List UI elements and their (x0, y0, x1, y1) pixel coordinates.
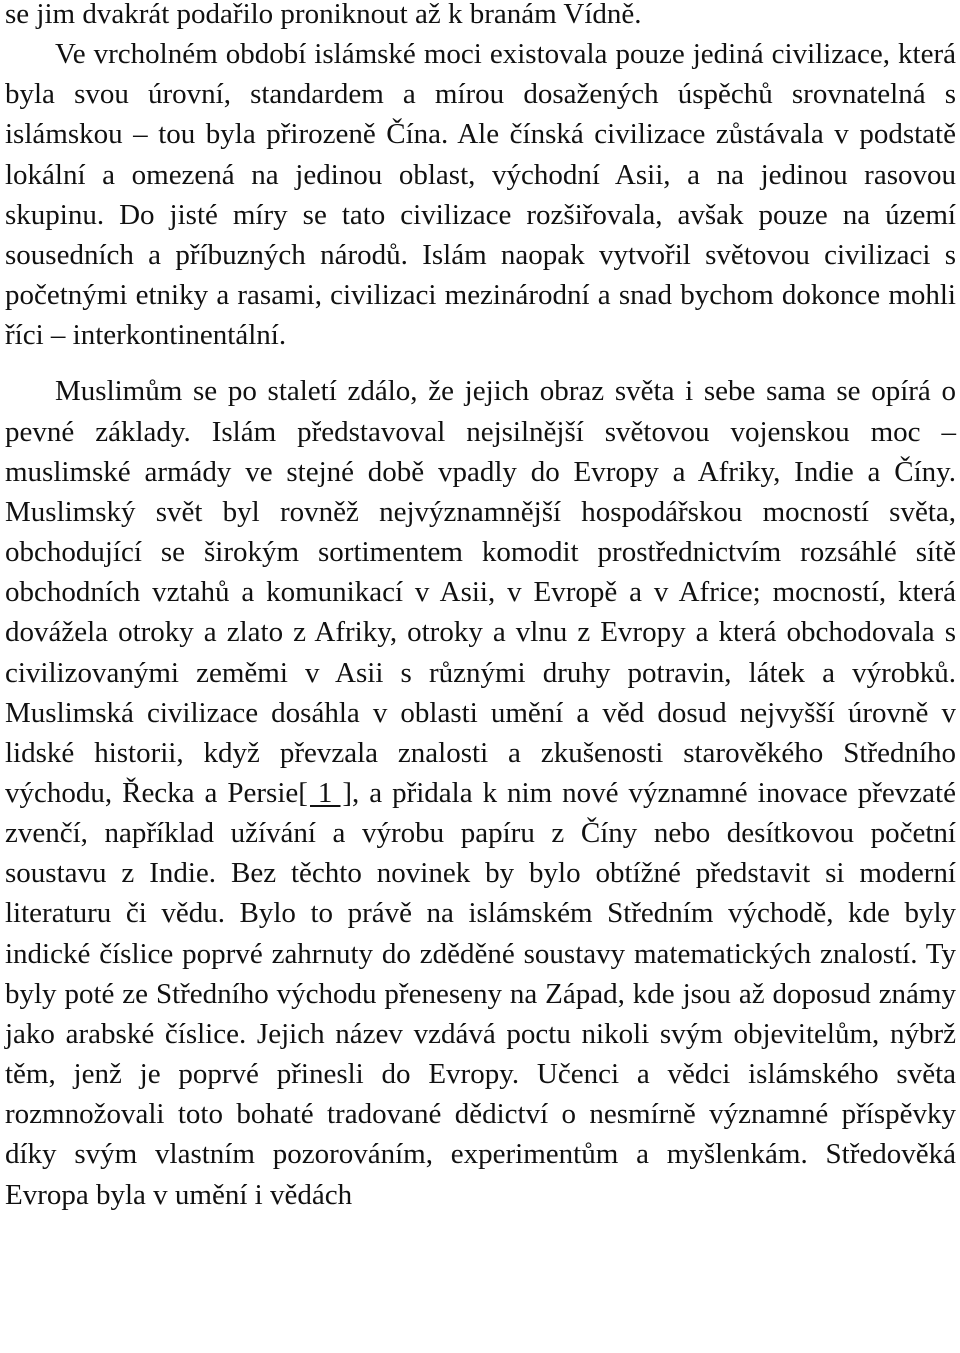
footnote-link[interactable]: [ 1 ] (298, 776, 353, 809)
paragraph-civilization: Ve vrcholném období islámské moci existovala pouze jediná civilizace, která byla svou úrovní, standardem a mírou dosažených úspěchů srovnatelná s islámskou – tou byla přirozeně Čína. Ale čínská civilizace zůstávala v podstatě lokální a omezená na jedinou oblast, východní Asii, a na jedinou rasovou skupinu. Do jisté míry se tato civilizace rozšiřovala, avšak pouze na území sousedních a příbuzných národů. Islám naopak vytvořil světovou civilizaci s početnými etniky a rasami, civilizaci mezinárodní a snad bychom dokonce mohli říci – interkontinentální. (5, 38, 956, 352)
paragraph-text-part-2: , a přidala k nim nové významné inovace převzaté zvenčí, například užívání a výrobu papíru z Číny nebo desítkovou početní soustavu z Indie. Bez těchto novinek by bylo obtížné představit si moderní literaturu či vědu. Bylo to právě na islámském Středním východě, kde byly indické číslice poprvé zahrnuty do zděděné soustavy matematických znalostí. Ty byly poté ze Středního východu přeneseny na Západ, kde jsou až doposud známy jako arabské číslice. Jejich název vzdává poctu nikoli svým objevitelům, nýbrž těm, jenž je poprvé přinesli do Evropy. Učenci a vědci islámského světa rozmnožovali toto bohaté tradované dědictví o nesmírně významné příspěvky díky svým vlastním pozorováním, experimentům a myšlenkám. Středověká Evropa byla v umění i vědách (5, 776, 956, 1211)
paragraph-muslim-world (5, 371, 956, 1214)
paragraph-text-part-1: Muslimům se po staletí zdálo, že jejich obraz světa i sebe sama se opírá o pevné základy. Islám představoval nejsilnější světovou vojenskou moc – muslimské armády ve stejné době vpadly do Evropy a Afriky, Indie a Číny. Muslimský svět byl rovněž nejvýznamnější hospodářskou mocností světa, obchodující se širokým sortimentem komodit prostřednictvím rozsáhlé sítě obchodních vztahů a komunikací v Asii, v Evropě a v Africe; mocností, která dovážela otroky a zlato z Afriky, otroky a vlnu z Evropy a která obchodovala s civilizovanými zeměmi v Asii s různými druhy potravin, látek a výrobků. Muslimská civilizace dosáhla v oblasti umění a věd dosud nejvyšší úrovně v lidské historii, když převzala znalosti a zkušenosti starověkého Středního východu, Řecka a Persie (5, 375, 956, 809)
continued-sentence: se jim dvakrát podařilo proniknout až k branám Vídně. (5, 0, 642, 30)
